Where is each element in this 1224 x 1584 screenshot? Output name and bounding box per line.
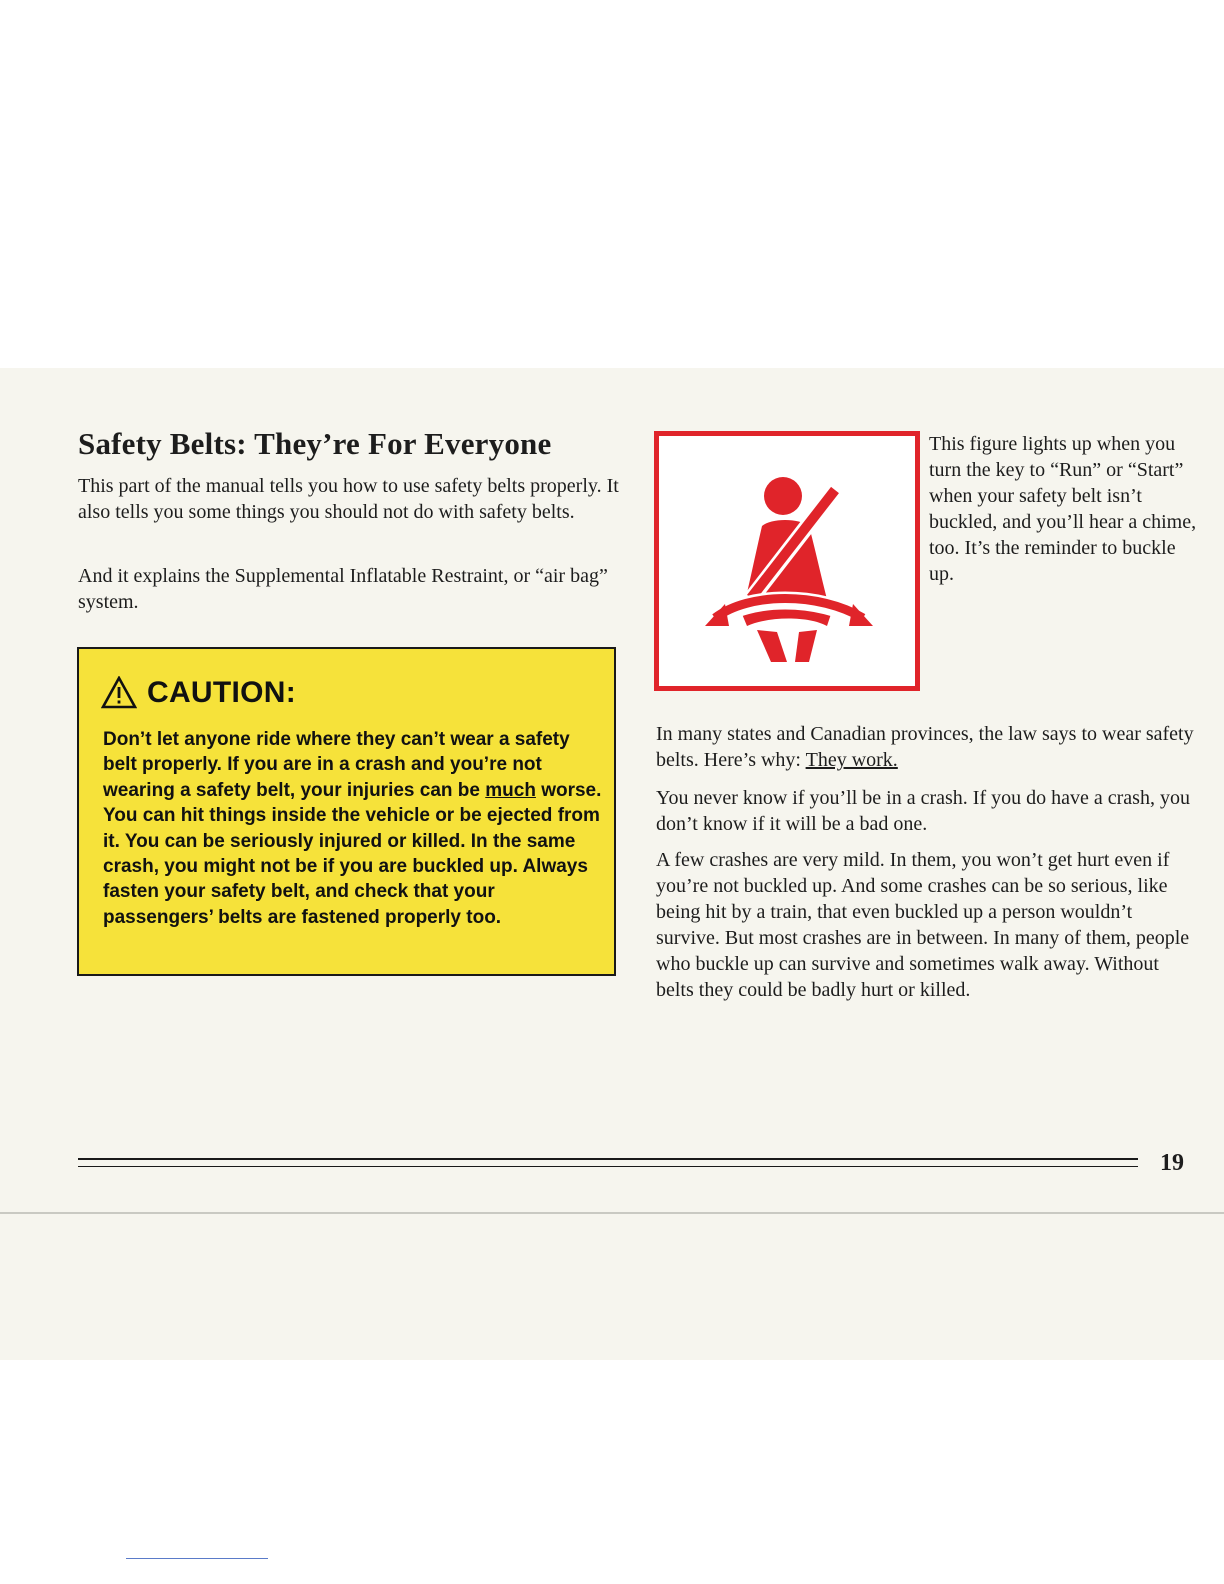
page-title: Safety Belts: They’re For Everyone <box>78 426 552 461</box>
body-paragraph-2: You never know if you’ll be in a crash. If you do have a crash, you don’t know if it will be a bad one. <box>656 787 1190 835</box>
body-paragraph-3: A few crashes are very mild. In them, you won’t get hurt even if you’re not buckled up. And some crashes can be so serious, like being hit by a train, that even buckled up a person wouldn’t survive. But most crashes are in between. In many of them, people who buckle up can survive and sometimes walk away. Without belts they could be badly hurt or killed. <box>656 849 1190 1001</box>
page-bottom-edge <box>0 1212 1224 1214</box>
caution-header <box>101 671 296 715</box>
caution-title: CAUTION: <box>147 676 297 709</box>
caution-text-part-2: worse. You can hit things inside the vehicle or be ejected from it. You can be seriously injured or killed. In the same crash, you might not be if you are buckled up. Always fasten your safety belt, and check that your passengers’ belts are fastened properly too. <box>103 779 602 928</box>
warning-triangle-icon <box>101 676 137 710</box>
page-number: 19 <box>1160 1150 1184 1176</box>
body-paragraph-1-text: In many states and Canadian provinces, the law says to wear safety belts. Here’s why: <box>656 723 1194 771</box>
footer-rule-thin <box>78 1166 1138 1167</box>
caution-text-part-1: Don’t let anyone ride where they can’t wear a safety belt properly. If you are in a crash and you’re not wearing a safety belt, your injuries can be <box>103 729 570 801</box>
body-paragraph-1-emphasis: They work. <box>805 749 898 771</box>
caution-emphasis: much <box>485 779 536 801</box>
intro-paragraph-1: This part of the manual tells you how to use safety belts properly. It also tells you some things you should not do with safety belts. <box>78 475 619 523</box>
caution-box <box>77 647 616 976</box>
seatbelt-reminder-figure <box>654 431 920 691</box>
body-paragraph-1 <box>656 721 1196 773</box>
scan-mark-line <box>126 1558 268 1559</box>
intro-paragraph-2: And it explains the Supplemental Inflatable Restraint, or “air bag” system. <box>78 565 608 613</box>
seatbelt-reminder-icon <box>659 436 915 686</box>
footer-rule-thick <box>78 1158 1138 1160</box>
caution-text <box>103 727 603 930</box>
figure-caption: This figure lights up when you turn the key to “Run” or “Start” when your safety belt isn’t buckled, and you’ll hear a chime, too. It’s the reminder to buckle up. <box>929 433 1197 585</box>
